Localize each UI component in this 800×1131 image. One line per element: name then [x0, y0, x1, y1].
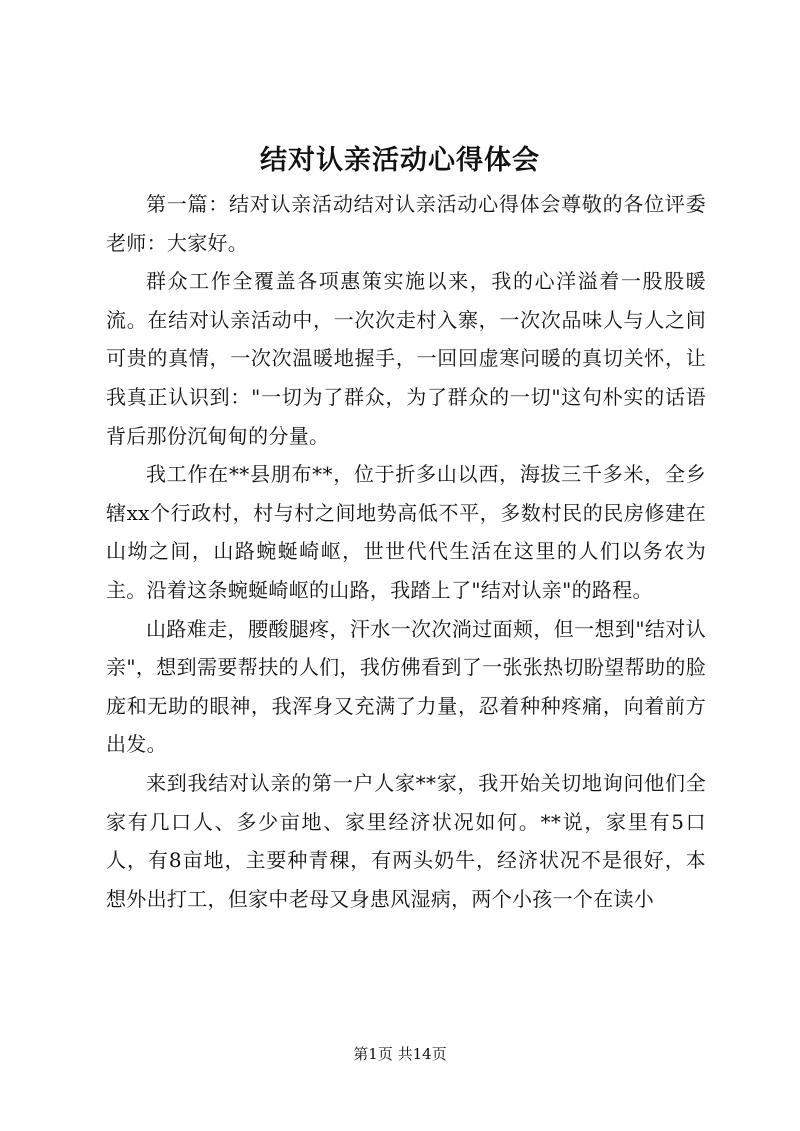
document-title: 结对认亲活动心得体会	[260, 145, 540, 176]
paragraph-2: 群众工作全覆盖各项惠策实施以来，我的心洋溢着一股股暖流。在结对认亲活动中，一次次走村入寨，一次次品味人与人之间可贵的真情，一次次温暖地握手，一回回虚寒问暖的真切关怀，让我真正认识到："一切为了群众，为了群众的一切"这句朴实的话语背后那份沉甸甸的分量。	[106, 269, 706, 448]
paragraph-3: 我工作在**县朋布**，位于折多山以西，海拔三千多米，全乡辖xx个行政村，村与村之间地势高低不平，多数村民的民房修建在山坳之间，山路蜿蜒崎岖，世世代代生活在这里的人们以务农为主。沿着这条蜿蜒崎岖的山路，我踏上了"结对认亲"的路程。	[106, 462, 706, 602]
page-footer: 第1页 共14页	[353, 1045, 447, 1063]
paragraph-5: 来到我结对认亲的第一户人家**家，我开始关切地询问他们全家有几口人、多少亩地、家里经济状况如何。**说，家里有5口人，有8亩地，主要种青稞，有两头奶牛，经济状况不是很好，本想外出打工，但家中老母又身患风湿病，两个小孩一个在读小	[106, 770, 706, 911]
paragraph-1: 第一篇：结对认亲活动结对认亲活动心得体会尊敬的各位评委老师：大家好。	[106, 192, 706, 255]
paragraph-4: 山路难走，腰酸腿疼，汗水一次次淌过面颊，但一想到"结对认亲"，想到需要帮扶的人们，我仿佛看到了一张张热切盼望帮助的脸庞和无助的眼神，我浑身又充满了力量，忍着种种疼痛，向着前方出发。	[106, 616, 706, 757]
document-body	[106, 185, 706, 918]
